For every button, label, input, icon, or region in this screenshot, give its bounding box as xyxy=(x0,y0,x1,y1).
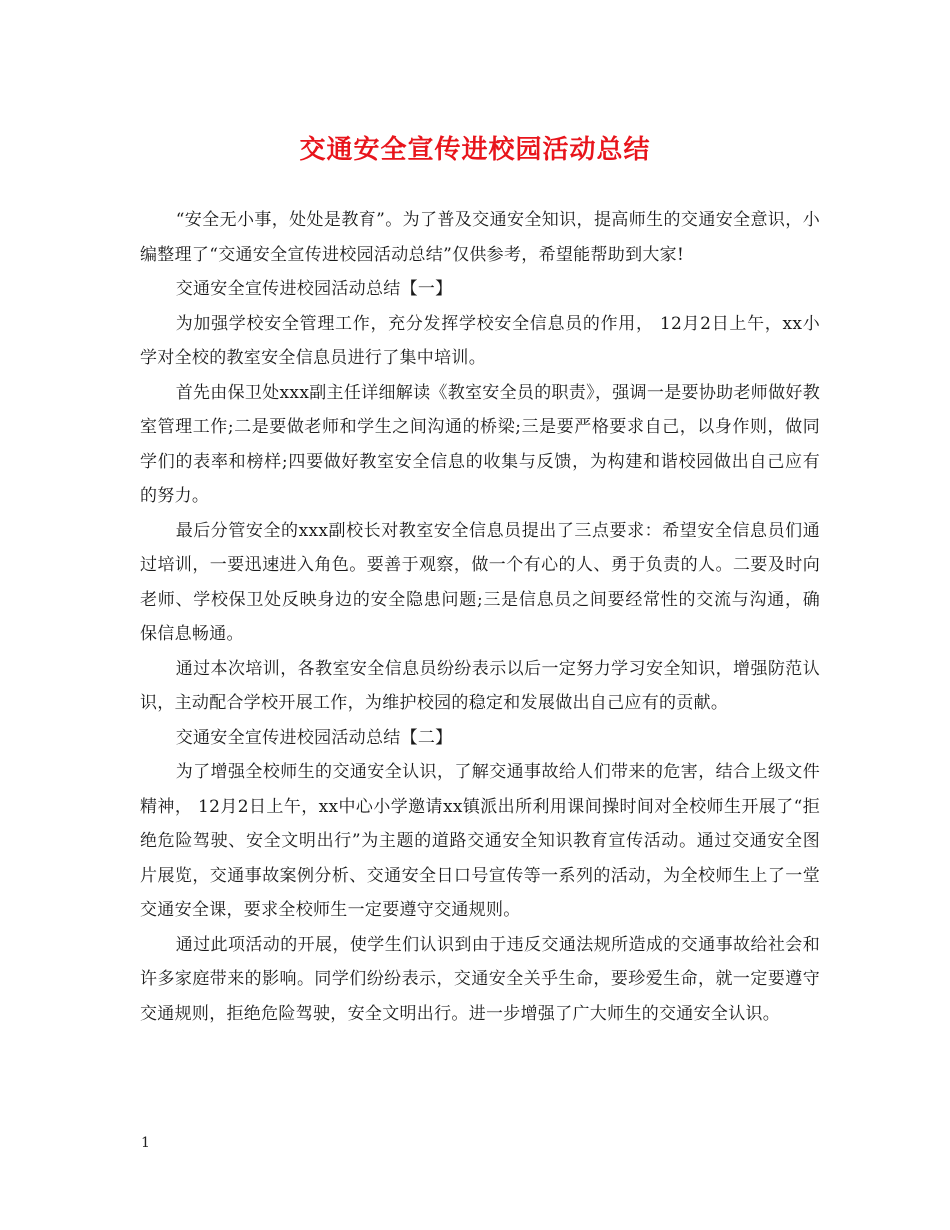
section-heading-2: 交通安全宣传进校园活动总结【二】 xyxy=(175,727,453,748)
paragraph: 通过此项活动的开展，使学生们认识到由于违反交通法规所造成的交通事故给社会和许多家庭带来的影响。同学们纷纷表示，交通安全关乎生命，要珍爱生命，就一定要遵守交通规则，拒绝危险驾驶，安全文明出行。进一步增强了广大师生的交通安全认识。 xyxy=(140,934,820,1024)
paragraph: 通过本次培训，各教室安全信息员纷纷表示以后一定努力学习安全知识，增强防范认识，主动配合学校开展工作，为维护校园的稳定和发展做出自己应有的贡献。 xyxy=(140,658,820,713)
paragraph: 首先由保卫处xxx副主任详细解读《教室安全员的职责》，强调一是要协助老师做好教室管理工作;二是要做老师和学生之间沟通的桥梁;三是要严格要求自己，以身作则，做同学们的表率和榜样;四要做好教室安全信息的收集与反馈，为构建和谐校园做出自己应有的努力。 xyxy=(140,382,820,506)
paragraph: 为加强学校安全管理工作，充分发挥学校安全信息员的作用， 12月2日上午，xx小学对全校的教室安全信息员进行了集中培训。 xyxy=(140,313,820,368)
document-title: 交通安全宣传进校园活动总结 xyxy=(299,135,651,165)
page-number: 1 xyxy=(141,1135,150,1151)
section-heading-1: 交通安全宣传进校园活动总结【一】 xyxy=(175,279,453,299)
paragraph-intro: “安全无小事，处处是教育”。为了普及交通安全知识，提高师生的交通安全意识，小编整理了“交通安全宣传进校园活动总结”仅供参考，希望能帮助到大家! xyxy=(140,210,820,265)
paragraph: 为了增强全校师生的交通安全认识，了解交通事故给人们带来的危害，结合上级文件精神， 12月2日上午，xx中心小学邀请xx镇派出所利用课间操时间对全校师生开展了“拒绝危险驾驶、安全文明出行”为主题的道路交通安全知识教育宣传活动。通过交通安全图片展览，交通事故案例分析、交通安全日口号宣传等一系列的活动，为全校师生上了一堂交通安全课，要求全校师生一定要遵守交通规则。 xyxy=(140,762,820,920)
document-body xyxy=(140,203,820,1031)
paragraph: 最后分管安全的xxx副校长对教室安全信息员提出了三点要求：希望安全信息员们通过培训，一要迅速进入角色。要善于观察，做一个有心的人、勇于负责的人。二要及时向老师、学校保卫处反映身边的安全隐患问题;三是信息员之间要经常性的交流与沟通，确保信息畅通。 xyxy=(140,520,820,644)
